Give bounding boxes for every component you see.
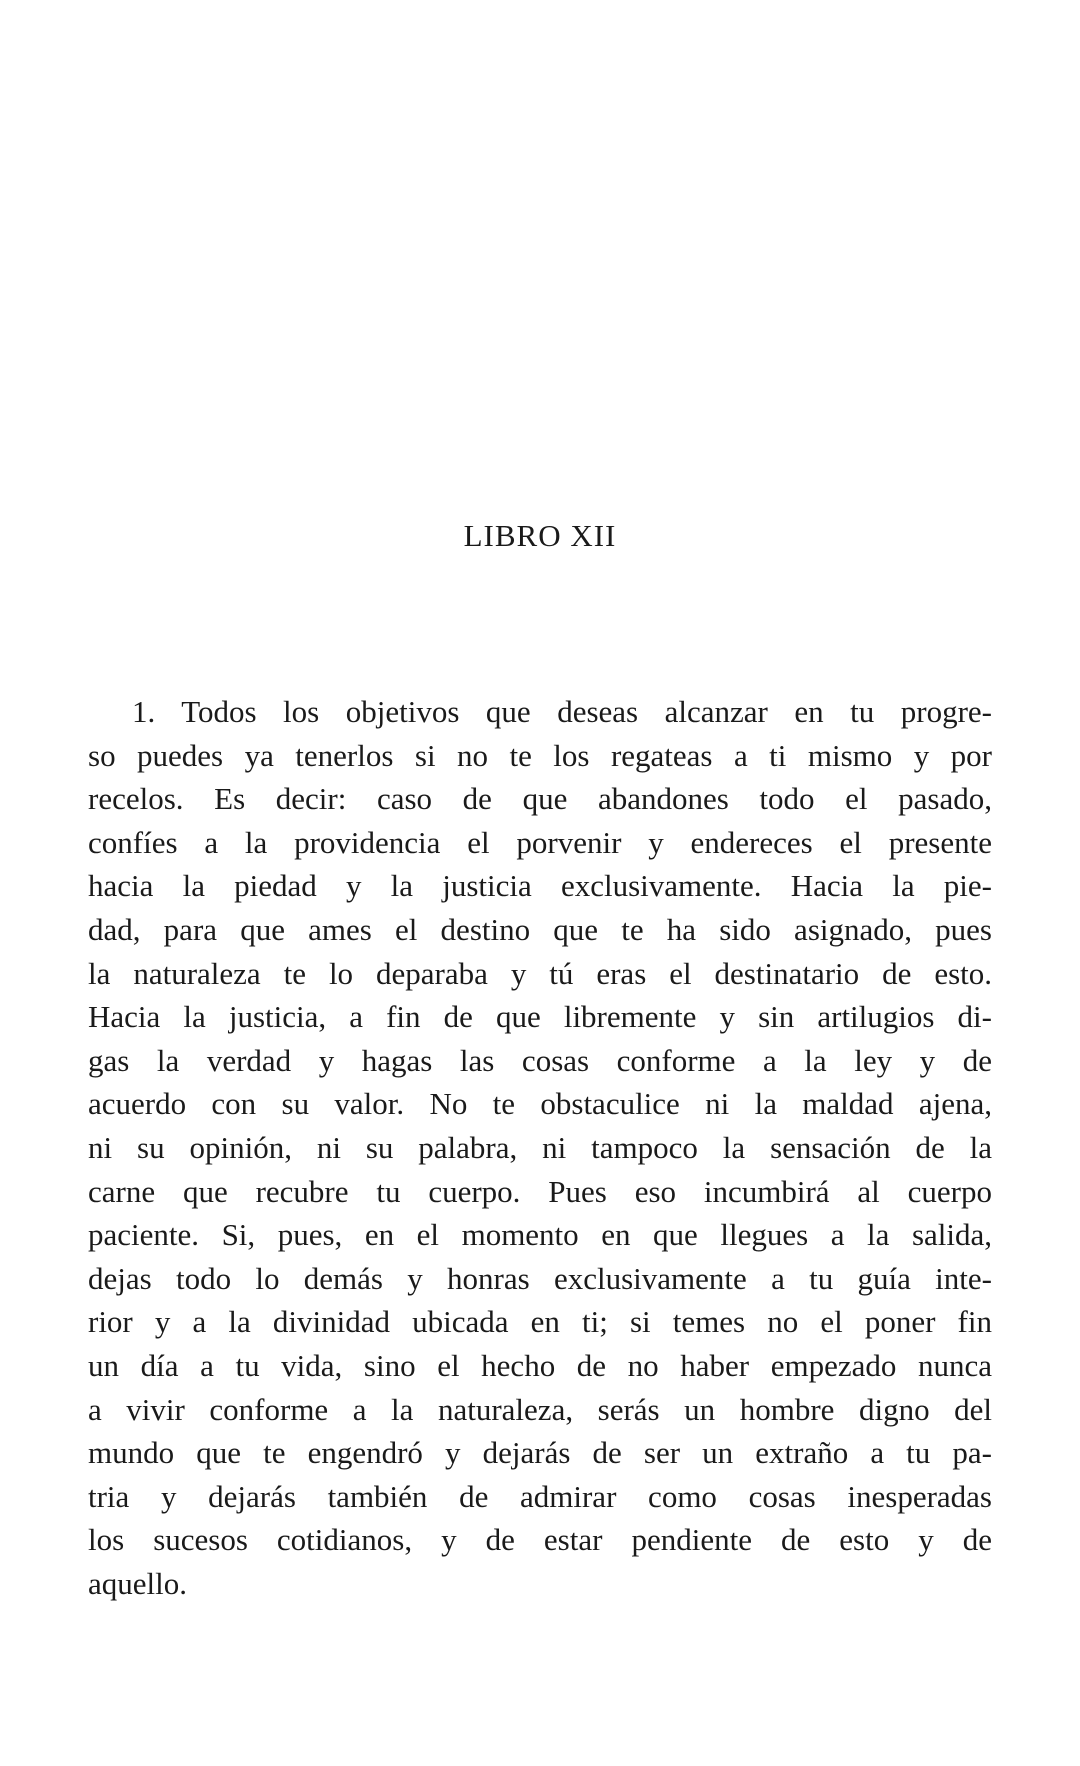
paragraph-line: paciente. Si, pues, en el momento en que llegues a la salida,: [88, 1217, 992, 1253]
paragraph-line: Hacia la justicia, a fin de que libremente y sin artilugios di-: [88, 999, 992, 1035]
paragraph-line: carne que recubre tu cuerpo. Pues eso incumbirá al cuerpo: [88, 1173, 992, 1209]
paragraph-line: hacia la piedad y la justicia exclusivamente. Hacia la pie-: [88, 868, 992, 904]
paragraph-line: confíes a la providencia el porvenir y endereces el presente: [88, 824, 992, 860]
paragraph-line: rior y a la divinidad ubicada en ti; si temes no el poner fin: [88, 1304, 992, 1340]
paragraph-1: [88, 690, 992, 1605]
paragraph-line: los sucesos cotidianos, y de estar pendiente de esto y de: [88, 1522, 992, 1558]
paragraph-line: a vivir conforme a la naturaleza, serás un hombre digno del: [88, 1391, 992, 1427]
paragraph-line: recelos. Es decir: caso de que abandones todo el pasado,: [88, 781, 992, 817]
paragraph-line: la naturaleza te lo deparaba y tú eras el destinatario de esto.: [88, 955, 992, 991]
paragraph-line: mundo que te engendró y dejarás de ser un extraño a tu pa-: [88, 1435, 992, 1471]
paragraph-line: so puedes ya tenerlos si no te los regateas a ti mismo y por: [88, 737, 992, 773]
book-title: LIBRO XII: [463, 518, 617, 553]
paragraph-line: ni su opinión, ni su palabra, ni tampoco la sensación de la: [88, 1129, 992, 1165]
paragraph-line: aquello.: [88, 1565, 187, 1601]
paragraph-line: un día a tu vida, sino el hecho de no haber empezado nunca: [88, 1347, 992, 1383]
paragraph-line: dejas todo lo demás y honras exclusivamente a tu guía inte-: [88, 1260, 992, 1296]
paragraph-line: acuerdo con su valor. No te obstaculice ni la maldad ajena,: [88, 1086, 992, 1122]
paragraph-line: dad, para que ames el destino que te ha sido asignado, pues: [88, 911, 992, 947]
paragraph-line: gas la verdad y hagas las cosas conforme a la ley y de: [88, 1042, 992, 1078]
paragraph-line: 1. Todos los objetivos que deseas alcanzar en tu progre-: [132, 694, 992, 729]
paragraph-line: tria y dejarás también de admirar como cosas inesperadas: [88, 1478, 992, 1514]
